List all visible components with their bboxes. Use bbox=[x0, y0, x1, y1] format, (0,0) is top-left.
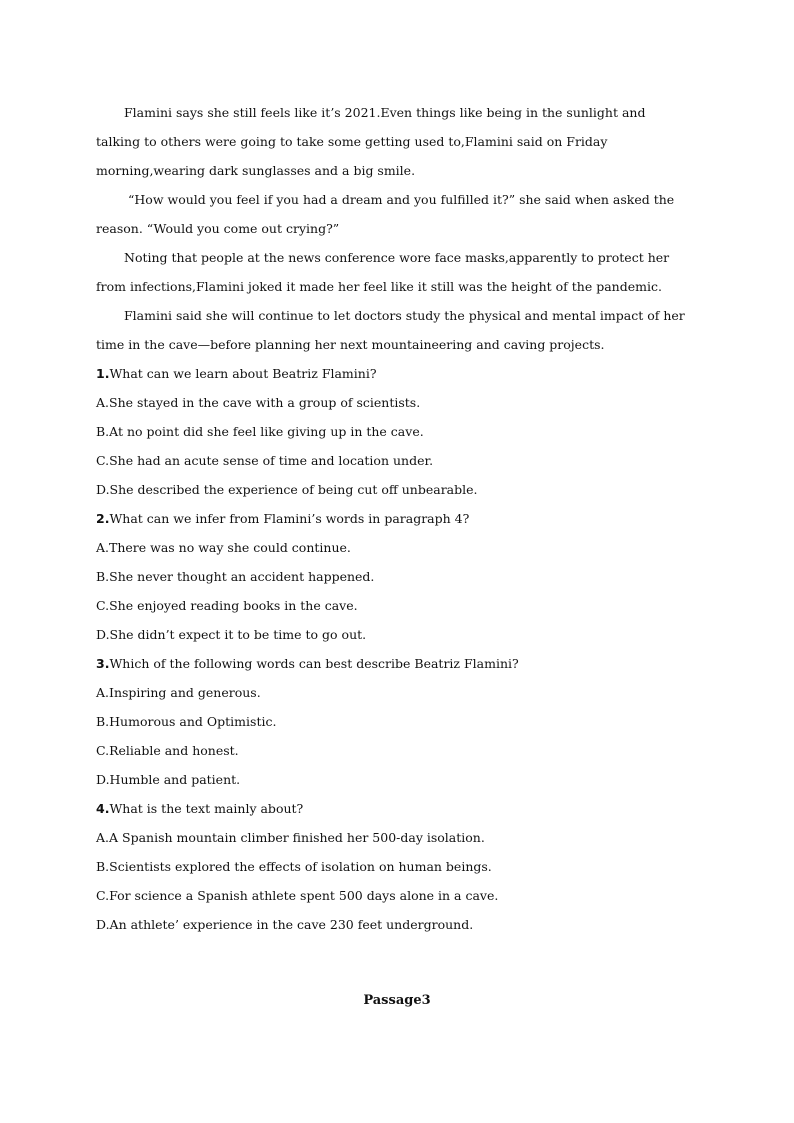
option-a: A.There was no way she could continue. bbox=[96, 540, 351, 555]
option-b: B.Humorous and Optimistic. bbox=[96, 714, 277, 729]
option-c: C.She enjoyed reading books in the cave. bbox=[96, 598, 358, 613]
question-4 bbox=[96, 794, 686, 939]
option-d: D.She described the experience of being cut off unbearable. bbox=[96, 482, 478, 497]
option-c: C.She had an acute sense of time and location under. bbox=[96, 453, 434, 468]
question-1 bbox=[96, 359, 686, 504]
question-text: Which of the following words can best describe Beatriz Flamini? bbox=[109, 656, 519, 671]
document-page bbox=[96, 98, 686, 939]
question-stem bbox=[96, 794, 686, 823]
question-text: What can we infer from Flamini’s words in paragraph 4? bbox=[109, 511, 470, 526]
question-stem bbox=[96, 649, 686, 678]
option-a: A.She stayed in the cave with a group of scientists. bbox=[96, 395, 421, 410]
question-stem bbox=[96, 359, 686, 388]
question-stem bbox=[96, 504, 686, 533]
option-b: B.At no point did she feel like giving up in the cave. bbox=[96, 424, 424, 439]
question-3 bbox=[96, 649, 686, 794]
option-a: A.Inspiring and generous. bbox=[96, 685, 261, 700]
option-d: D.An athlete’ experience in the cave 230 feet underground. bbox=[96, 917, 474, 932]
question-number: 3. bbox=[96, 656, 110, 671]
option-c: C.Reliable and honest. bbox=[96, 743, 239, 758]
paragraph-4: Flamini said she will continue to let doctors study the physical and mental impact of her time in the cave—before planning her next mountaineering and caving projects. bbox=[96, 308, 685, 352]
question-text: What is the text mainly about? bbox=[109, 801, 304, 816]
option-d: D.Humble and patient. bbox=[96, 772, 241, 787]
paragraph-2: “How would you feel if you had a dream and you fulfilled it?” she said when asked the reason. “Would you come out crying?” bbox=[96, 192, 675, 236]
paragraph-1: Flamini says she still feels like it’s 2021.Even things like being in the sunlight and talking to others were going to take some getting used to,Flamini said on Friday morning,wearing dark sunglasses and a big smile. bbox=[96, 105, 646, 178]
option-a: A.A Spanish mountain climber finished her 500-day isolation. bbox=[96, 830, 485, 845]
question-text: What can we learn about Beatriz Flamini? bbox=[109, 366, 377, 381]
question-number: 2. bbox=[96, 511, 110, 526]
question-number: 1. bbox=[96, 366, 110, 381]
option-d: D.She didn’t expect it to be time to go out. bbox=[96, 627, 367, 642]
paragraph-3: Noting that people at the news conference wore face masks,apparently to protect her from infections,Flamini joked it made her feel like it still was the height of the pandemic. bbox=[96, 250, 670, 294]
question-2 bbox=[96, 504, 686, 649]
passage-heading: Passage3 bbox=[363, 993, 431, 1008]
option-c: C.For science a Spanish athlete spent 500 days alone in a cave. bbox=[96, 888, 499, 903]
option-b: B.She never thought an accident happened. bbox=[96, 569, 375, 584]
question-number: 4. bbox=[96, 801, 110, 816]
option-b: B.Scientists explored the effects of isolation on human beings. bbox=[96, 859, 492, 874]
